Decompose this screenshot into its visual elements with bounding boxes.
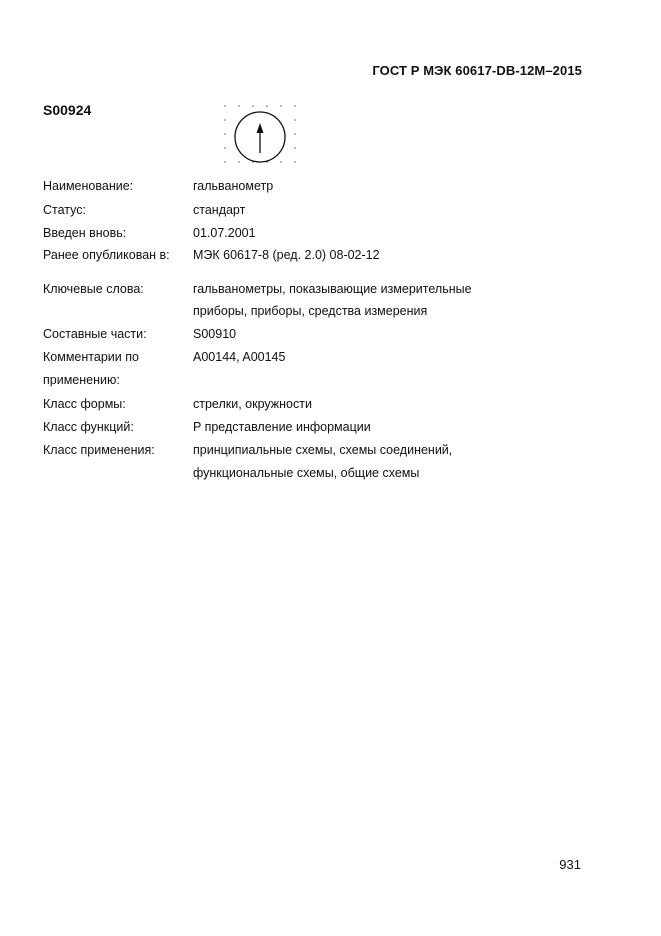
parts-label: Составные части:: [43, 327, 147, 341]
galvanometer-arrowhead: [257, 123, 264, 133]
status-row: [0, 203, 661, 223]
application-class-row-continued: [0, 466, 661, 486]
form-class-label: Класс формы:: [43, 397, 126, 411]
status-label: Статус:: [43, 203, 86, 217]
symbol-code: S00924: [43, 102, 92, 118]
name-row: [0, 179, 661, 199]
introduced-row: [0, 226, 661, 246]
keywords-value-line1: гальванометры, показывающие измерительные: [193, 282, 472, 296]
application-class-value-line1: принципиальные схемы, схемы соединений,: [193, 443, 453, 457]
name-value: гальванометр: [193, 179, 274, 193]
parts-row: [0, 327, 661, 347]
introduced-label: Введен вновь:: [43, 226, 127, 240]
application-class-value-line2: функциональные схемы, общие схемы: [193, 466, 420, 480]
application-class-label: Класс применения:: [43, 443, 155, 457]
published-value: МЭК 60617-8 (ред. 2.0) 08-02-12: [193, 248, 380, 262]
comments-label-line2: применению:: [43, 373, 120, 387]
keywords-value-line2: приборы, приборы, средства измерения: [193, 304, 428, 318]
comments-row-continued: [0, 373, 661, 393]
comments-value: A00144, A00145: [193, 350, 286, 364]
galvanometer-symbol-icon: [222, 100, 300, 172]
form-class-row: [0, 397, 661, 417]
keywords-label: Ключевые слова:: [43, 282, 144, 296]
comments-label-line1: Комментарии по: [43, 350, 139, 364]
introduced-value: 01.07.2001: [193, 226, 256, 240]
parts-value: S00910: [193, 327, 237, 341]
page-number: 931: [559, 857, 581, 872]
keywords-row: [0, 282, 661, 302]
form-class-value: стрелки, окружности: [193, 397, 312, 411]
application-class-row: [0, 443, 661, 463]
published-row: [0, 248, 661, 268]
published-label: Ранее опубликован в:: [43, 248, 170, 262]
function-class-row: [0, 420, 661, 440]
keywords-row-continued: [0, 304, 661, 324]
function-class-label: Класс функций:: [43, 420, 134, 434]
status-value: стандарт: [193, 203, 246, 217]
function-class-value: P представление информации: [193, 420, 371, 434]
document-header: ГОСТ Р МЭК 60617-DB-12M–2015: [372, 63, 582, 78]
name-label: Наименование:: [43, 179, 134, 193]
comments-row: [0, 350, 661, 370]
